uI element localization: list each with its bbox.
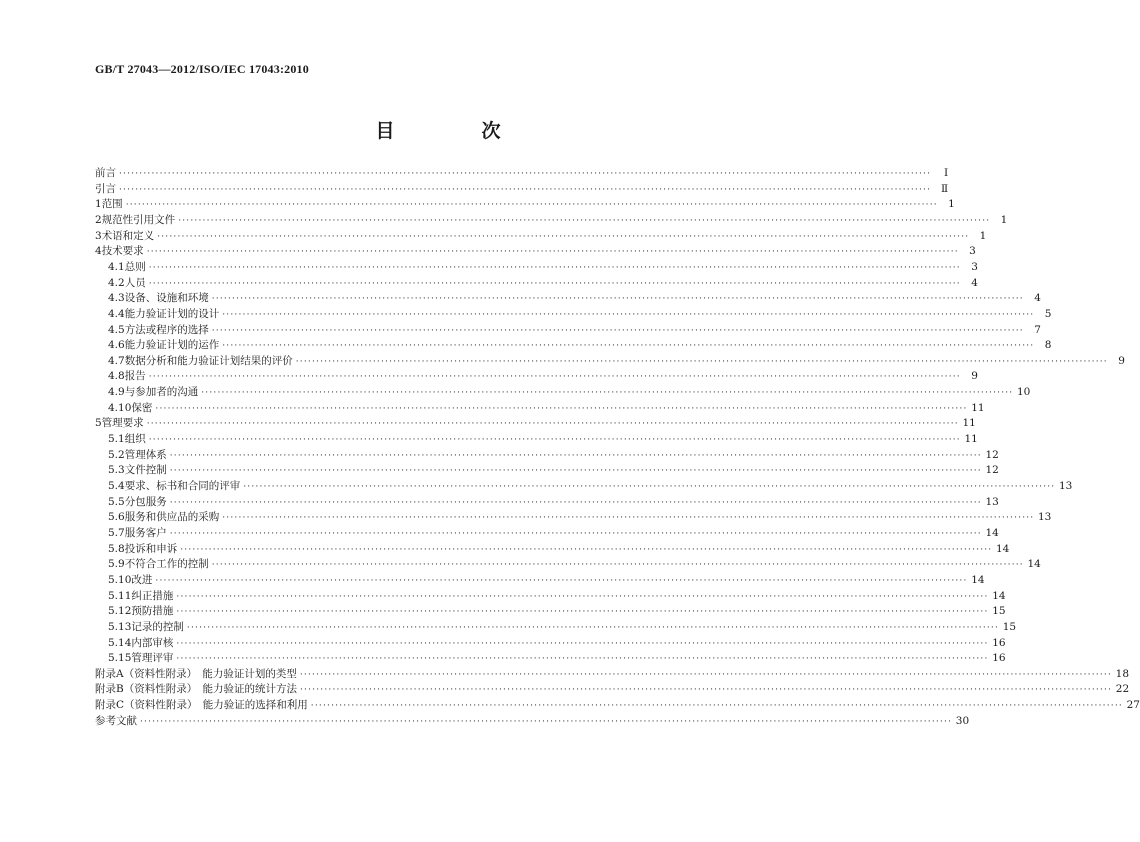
toc-entry-label: 要求、标书和合同的评审 <box>124 480 241 492</box>
dot-leader: ········································································································································································································ <box>186 622 1000 633</box>
toc-entry-page: 10 <box>1017 386 1031 399</box>
toc-entry[interactable] <box>108 401 985 416</box>
toc-entry-number: 5.14 <box>108 636 132 649</box>
toc-entry-label: 附录C（资料性附录） 能力验证的选择和利用 <box>95 699 308 712</box>
toc-entry-number: 5.10 <box>108 573 132 586</box>
toc-entry-page: 14 <box>992 589 1006 602</box>
dot-leader: ········································································································································································································ <box>140 716 953 727</box>
toc-entry-label: 预防措施 <box>131 605 174 618</box>
toc-entry-label: 能力验证计划的运作 <box>124 339 220 352</box>
toc-entry-page: 8 <box>1044 339 1052 352</box>
toc-entry[interactable] <box>108 385 1031 400</box>
dot-leader: ········································································································································································································ <box>155 403 968 414</box>
toc-entry-number: 4.5 <box>108 323 125 336</box>
toc-entry-page: 14 <box>985 526 999 539</box>
toc-entry-label: 管理评审 <box>131 652 174 665</box>
toc-entry-page: 15 <box>1002 620 1017 633</box>
toc-entry-number: 5.15 <box>108 652 132 665</box>
dot-leader: ········································································································································································································ <box>157 231 970 242</box>
toc-entry-label: 参考文献 <box>95 714 137 727</box>
toc-entry-label: 分包服务 <box>124 495 167 508</box>
dot-leader: ········································································································································································································ <box>201 388 1014 399</box>
dot-leader: ········································································································································································································ <box>211 325 1024 336</box>
toc-entry-number: 4.9 <box>108 386 125 399</box>
dot-leader: ········································································································································································································ <box>178 215 991 226</box>
toc-entry-label: 规范性引用文件 <box>101 213 176 226</box>
toc-entry-number: 5.13 <box>108 620 132 633</box>
toc-entry-page: 5 <box>1044 307 1052 320</box>
toc-entry-number: 5.7 <box>108 526 125 539</box>
toc-entry-label: 技术要求 <box>101 245 144 258</box>
dot-leader: ········································································································································································································ <box>299 685 1113 696</box>
toc-entry-label: 与参加者的沟通 <box>124 386 199 399</box>
toc-entry-page: 1 <box>1000 213 1008 226</box>
toc-entry-page: 3 <box>971 260 978 273</box>
toc-entry-label: 引言 <box>95 182 116 195</box>
toc-entry-page: 30 <box>955 714 970 727</box>
toc-entry-page: 12 <box>985 448 999 461</box>
toc-entry-number: 4.1 <box>108 260 125 273</box>
toc-entry[interactable] <box>108 260 978 275</box>
toc-entry-label: 服务和供应品的采购 <box>124 511 220 524</box>
toc-entry-page: 12 <box>985 464 999 477</box>
toc-entry-label: 能力验证计划的设计 <box>124 307 220 320</box>
toc-entry-number: 5.9 <box>108 558 125 571</box>
dot-leader: ········································································································································································································ <box>155 575 968 586</box>
toc-entry-number: 5.5 <box>108 495 125 508</box>
toc-entry[interactable] <box>108 276 978 291</box>
toc-entry-number: 5.4 <box>108 480 125 492</box>
toc-entry[interactable] <box>108 448 999 463</box>
toc-entry-page: 14 <box>971 573 985 586</box>
toc-entry-number: 4.3 <box>108 292 125 305</box>
dot-leader: ········································································································································································································ <box>169 466 982 477</box>
toc-entry-page: Ⅱ <box>941 182 949 195</box>
toc-entry[interactable] <box>108 307 1052 322</box>
dot-leader: ········································································································································································································ <box>148 262 961 273</box>
dot-leader: ········································································································································································································ <box>119 184 932 195</box>
dot-leader: ········································································································································································································ <box>169 450 982 461</box>
dot-leader: ········································································································································································································ <box>176 607 989 618</box>
toc-entry-label: 范围 <box>101 198 123 211</box>
toc-entry-page: 11 <box>971 401 985 414</box>
toc-entry-label: 术语和定义 <box>101 229 155 242</box>
toc-entry-label: 附录A（资料性附录） 能力验证计划的类型 <box>95 667 297 680</box>
toc-entry-number: 5.1 <box>108 433 125 446</box>
toc-entry[interactable] <box>108 526 999 541</box>
toc-entry-page: 18 <box>1115 667 1130 680</box>
toc-entry-page: 15 <box>992 605 1006 618</box>
toc-entry-label: 人员 <box>124 276 146 289</box>
toc-entry-page: 4 <box>1034 292 1041 305</box>
toc-entry-label: 组织 <box>124 433 146 446</box>
toc-entry-page: 9 <box>971 370 978 383</box>
dot-leader: ········································································································································································································ <box>169 528 982 539</box>
toc-entry-page: 22 <box>1115 683 1130 696</box>
dot-leader: ········································································································································································································ <box>310 701 1123 712</box>
dot-leader: ········································································································································································································ <box>146 247 959 258</box>
toc-entry[interactable] <box>108 573 985 588</box>
toc-entry[interactable] <box>95 714 970 729</box>
toc-entry[interactable] <box>108 338 1052 353</box>
toc-entry-page: 16 <box>992 636 1006 649</box>
toc-entry-page: 14 <box>996 542 1010 555</box>
toc-entry[interactable] <box>108 495 999 510</box>
toc-entry-number: 4.10 <box>108 401 132 414</box>
toc-entry-label: 文件控制 <box>124 464 167 477</box>
toc-entry-label: 附录B（资料性附录） 能力验证的统计方法 <box>95 683 297 696</box>
toc-entry-number: 5.11 <box>108 589 132 602</box>
toc-entry-label: 投诉和申诉 <box>124 542 178 555</box>
toc-entry-label: 报告 <box>124 370 146 383</box>
dot-leader: ········································································································································································································ <box>148 435 961 446</box>
toc-entry-label: 管理要求 <box>101 417 144 430</box>
toc-entry[interactable] <box>108 323 1041 338</box>
toc-entry-label: 前言 <box>95 167 116 179</box>
toc-entry-number: 4.6 <box>108 339 125 352</box>
dot-leader: ········································································································································································································ <box>222 513 1035 524</box>
toc-entry-number: 4.7 <box>108 354 125 367</box>
toc-entry-label: 改进 <box>131 573 153 586</box>
dot-leader: ········································································································································································································ <box>125 200 938 211</box>
toc-entry-label: 保密 <box>131 401 153 414</box>
dot-leader: ········································································································································································································ <box>243 482 1056 492</box>
toc-entry[interactable] <box>108 651 1006 666</box>
toc-entry[interactable] <box>108 510 1052 525</box>
toc-entry[interactable] <box>108 463 999 478</box>
toc-entry-number: 5.8 <box>108 542 125 555</box>
toc-entry-page: Ⅰ <box>944 167 949 179</box>
dot-leader: ········································································································································································································ <box>176 638 989 649</box>
dot-leader: ········································································································································································································ <box>146 419 959 430</box>
toc-entry-label: 不符合工作的控制 <box>124 558 209 571</box>
toc-title: 目 次 <box>375 120 535 142</box>
toc-entry[interactable] <box>108 432 978 447</box>
dot-leader: ········································································································································································································ <box>148 278 961 289</box>
standard-code-header: GB/T 27043—2012/ISO/IEC 17043:2010 <box>95 62 309 76</box>
toc-entry-label: 总则 <box>124 260 146 273</box>
toc-entry[interactable] <box>108 620 1017 635</box>
dot-leader: ········································································································································································································ <box>169 497 982 508</box>
dot-leader: ········································································································································································································ <box>211 294 1024 305</box>
toc-entry-label: 记录的控制 <box>131 620 184 633</box>
toc-entry-page: 16 <box>992 652 1006 665</box>
toc-entry[interactable] <box>108 636 1006 651</box>
toc-entry-number: 4.8 <box>108 370 125 383</box>
toc-entry-page: 4 <box>971 276 978 289</box>
dot-leader: ········································································································································································································ <box>222 309 1035 320</box>
toc-entry[interactable] <box>108 479 1073 494</box>
toc-entry-page: 7 <box>1034 323 1041 336</box>
toc-entry[interactable] <box>95 213 1008 228</box>
toc-entry-page: 11 <box>962 417 976 430</box>
toc-entry[interactable] <box>108 604 1006 619</box>
toc-entry-number: 4.4 <box>108 307 125 320</box>
toc-entry[interactable] <box>95 229 987 244</box>
dot-leader: ········································································································································································································ <box>176 654 989 665</box>
toc-entry[interactable] <box>95 244 976 259</box>
toc-entry-label: 设备、设施和环境 <box>124 292 209 305</box>
toc-entry[interactable] <box>108 369 978 384</box>
toc-entry[interactable] <box>95 667 1130 682</box>
toc-entry[interactable] <box>95 698 1140 713</box>
toc-entry[interactable] <box>95 197 955 212</box>
toc-entry-label: 数据分析和能力验证计划结果的评价 <box>124 354 293 367</box>
toc-entry-page: 1 <box>979 229 987 242</box>
toc-entry-number: 3 <box>95 229 102 242</box>
toc-entry-page: 1 <box>948 198 955 211</box>
toc-entry[interactable] <box>95 182 949 197</box>
toc-entry-number: 5.6 <box>108 511 125 524</box>
toc-entry-label: 纠正措施 <box>131 589 174 602</box>
toc-entry-page: 14 <box>1027 558 1041 571</box>
toc-entry-page: 13 <box>1038 511 1052 524</box>
toc-entry-number: 5.12 <box>108 605 132 618</box>
dot-leader: ········································································································································································································ <box>180 544 993 555</box>
dot-leader: ········································································································································································································ <box>299 669 1113 680</box>
toc-entry[interactable] <box>108 354 1125 369</box>
dot-leader: ········································································································································································································ <box>119 169 932 179</box>
toc-entry-number: 2 <box>95 213 102 226</box>
toc-entry[interactable] <box>95 682 1130 697</box>
toc-entry-number: 1 <box>95 198 102 211</box>
dot-leader: ········································································································································································································ <box>211 560 1024 571</box>
toc-entry-label: 管理体系 <box>124 448 167 461</box>
toc-entry[interactable] <box>108 589 1006 604</box>
toc-entry[interactable] <box>108 542 1010 557</box>
toc-entry-label: 内部审核 <box>131 636 174 649</box>
dot-leader: ········································································································································································································ <box>222 341 1035 352</box>
toc-entry-number: 5.3 <box>108 464 125 477</box>
dot-leader: ········································································································································································································ <box>148 372 961 383</box>
dot-leader: ········································································································································································································ <box>295 356 1108 367</box>
toc-entry-label: 方法或程序的选择 <box>124 323 209 336</box>
toc-entry-page: 13 <box>985 495 999 508</box>
toc-entry[interactable] <box>108 291 1041 306</box>
toc-entry-number: 5.2 <box>108 448 125 461</box>
toc-entry[interactable] <box>108 557 1041 572</box>
toc-entry-page: 27 <box>1126 699 1140 712</box>
dot-leader: ········································································································································································································ <box>176 591 989 602</box>
toc-entry-number: 4.2 <box>108 276 125 289</box>
toc-entry-label: 服务客户 <box>124 526 167 539</box>
toc-entry-page: 13 <box>1059 480 1073 492</box>
toc-entry-page: 11 <box>964 433 978 446</box>
toc-entry[interactable] <box>95 416 976 431</box>
toc-entry-number: 5 <box>95 417 102 430</box>
toc-entry-number: 4 <box>95 245 102 258</box>
toc-entry[interactable] <box>95 166 949 181</box>
toc-entry-page: 9 <box>1118 354 1125 367</box>
toc-entry-page: 3 <box>969 245 976 258</box>
